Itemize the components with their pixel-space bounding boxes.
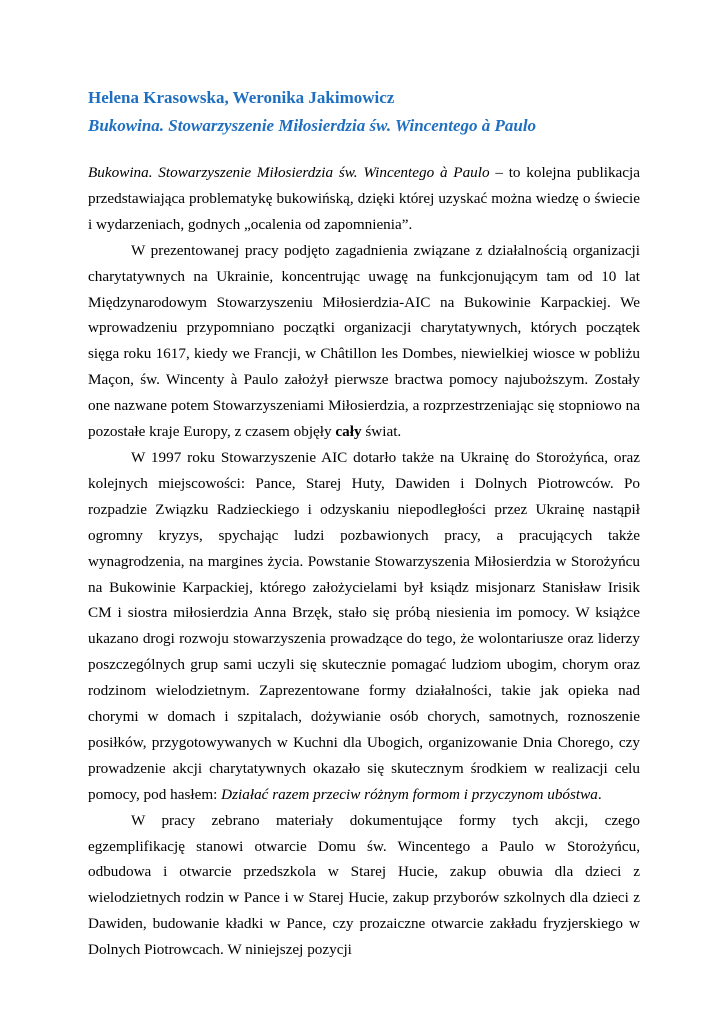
paragraph-3-text-b: . xyxy=(597,785,602,803)
document-header xyxy=(88,84,536,140)
paragraph-3-text-a: W 1997 roku Stowarzyszenie AIC dotarło także na Ukrainę do Storożyńca, oraz kolejnych miejscowości: Pance, Starej Huty, Dawiden i Dolnych Piotrowców. Po rozpadzie Związku Radzieckiego i odzyskaniu niepodległości przez Ukrainę nastąpił ogromny kryzys, spychając ludzi pozbawionych pracy, a pracujących także wynagrodzenia, na margines życia. Powstanie Stowarzyszenia Miłosierdzia w Storożyńcu na Bukowinie Karpackiej, którego założycielami był ksiądz misjonarz Stanisław Irisik CM i siostra miłosierdzia Anna Brzęk, stało się próbą niesienia im pomocy. W książce ukazano drogi rozwoju stowarzyszenia prowadzące do tego, że wolontariusze oraz liderzy poszczególnych grup sami uczyli się skutecznie pomagać ludziom ubogim, chorym oraz rodzinom wielodzietnym. Zaprezentowane formy działalności, takie jak opieka nad chorymi w domach i szpitalach, dożywianie osób chorych, samotnych, roznoszenie posiłków, przygotowywanych w Kuchni dla Ubogich, organizowanie Dnia Chorego, czy prowadzenie akcji charytatywnych okazało się skutecznym środkiem w realizacji celu pomocy, pod hasłem: xyxy=(88,448,640,803)
paragraph-2-text-b: świat. xyxy=(361,423,402,441)
motto-italic: Działać razem przeciw różnym formom i przyczynom ubóstwa xyxy=(221,785,598,803)
paragraph-3 xyxy=(88,445,640,808)
paragraph-2-bold-word: cały xyxy=(335,423,362,441)
paragraph-2 xyxy=(88,238,640,445)
paragraph-2-text-a: W prezentowanej pracy podjęto zagadnienia związane z działalnością organizacji charytatywnych na Ukrainie, koncentrując uwagę na funkcjonującym tam od 10 lat Międzynarodowym Stowarzyszeniu Miłosierdzia-AIC na Bukowinie Karpackiej. We wprowadzeniu przypomniano początki organizacji charytatywnych, których początek sięga roku 1617, kiedy we Francji, w Châtillon les Dombes, niewielkiej wiosce w pobliżu Maçon, św. Wincenty à Paulo założył pierwsze bractwa pomocy najuboższym. Zostały one nazwane potem Stowarzyszeniami Miłosierdzia, a rozprzestrzeniając się stopniowo na pozostałe kraje Europy, z czasem objęły xyxy=(88,241,640,441)
paragraph-4: W pracy zebrano materiały dokumentujące formy tych akcji, czego egzemplifikację stanowi otwarcie Domu św. Wincentego a Paulo w Storożyńcu, odbudowa i otwarcie przedszkola w Starej Hucie, zakup obuwia dla dzieci z wielodzietnych rodzin w Pance i w Starej Hucie, zakup przyborów szkolnych dla dzieci z Dawiden, budowanie kładki w Pance, czy prozaiczne otwarcie zakładu fryzjerskiego w Dolnych Piotrowcach. W niniejszej pozycji xyxy=(88,811,640,959)
document-body xyxy=(88,160,640,963)
paragraph-1-text: – to kolejna publikacja przedstawiająca problematykę bukowińską, dzięki której uzyskać można wiedzę o świecie i wydarzeniach, godnych „ocalenia od zapomnienia”. xyxy=(88,164,640,233)
authors-line: Helena Krasowska, Weronika Jakimowicz xyxy=(88,88,395,107)
paragraph-1 xyxy=(88,160,640,238)
book-title: Bukowina. Stowarzyszenie Miłosierdzia św. Wincentego à Paulo xyxy=(88,116,537,135)
book-title-inline: Bukowina. Stowarzyszenie Miłosierdzia św. Wincentego à Paulo xyxy=(88,164,490,181)
